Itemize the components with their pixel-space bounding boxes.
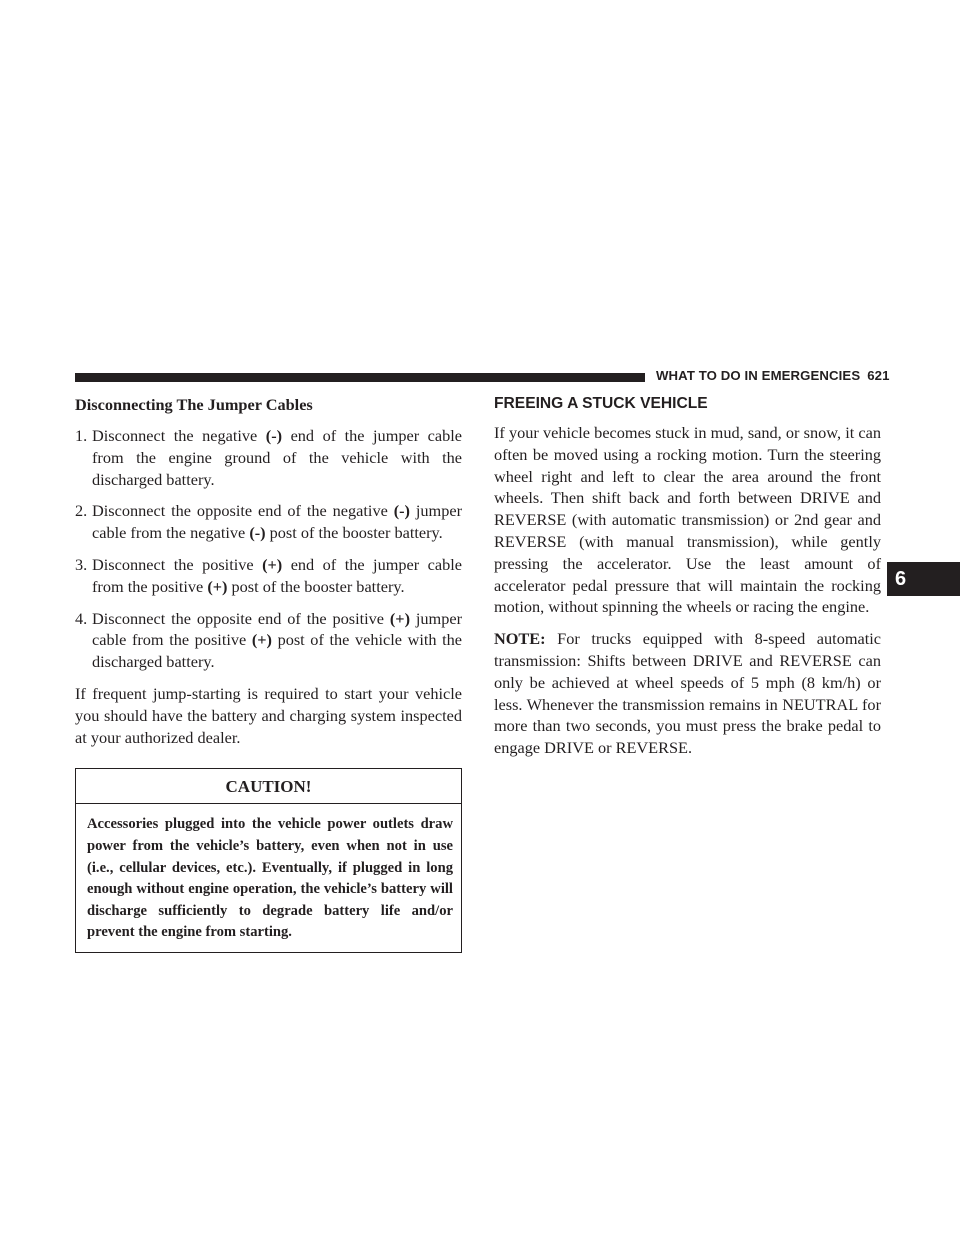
step-text xyxy=(92,425,462,490)
steps-list xyxy=(75,425,462,673)
polarity-symbol: (-) xyxy=(265,426,283,445)
running-header xyxy=(656,368,890,383)
step-text-part: jumper cable from the negative xyxy=(92,501,463,543)
step-text xyxy=(92,608,462,673)
header-rule xyxy=(75,373,645,382)
polarity-symbol: (-) xyxy=(249,523,266,543)
note-text: For trucks equipped with 8-speed automatic transmission: Shifts between DRIVE and REVERSE can only be achieved at wheel speeds of 5 mph (8 km/h) or less. Whenever the transmission remains in NEUTRAL for more than two seconds, you must press the brake pedal to engage DRIVE or REVERSE. xyxy=(494,629,881,758)
step-item xyxy=(75,500,462,544)
subheading: Disconnecting The Jumper Cables xyxy=(75,395,313,414)
polarity-symbol: (+) xyxy=(251,630,272,650)
caution-title: CAUTION! xyxy=(76,769,461,804)
step-text-part: Disconnect the opposite end of the positive xyxy=(92,608,390,628)
step-text xyxy=(92,500,462,544)
header-section-title: WHAT TO DO IN EMERGENCIES xyxy=(656,368,861,383)
step-item xyxy=(75,608,462,673)
step-text-part: Disconnect the positive xyxy=(92,554,263,574)
note-paragraph xyxy=(494,628,881,759)
step-text-part: end of the jumper cable from the engine ground of the vehicle with the discharged battery. xyxy=(92,426,462,489)
chapter-tab: 6 xyxy=(887,562,960,596)
section-title: FREEING A STUCK VEHICLE xyxy=(494,395,708,412)
step-text xyxy=(92,554,462,598)
caution-text: Accessories plugged into the vehicle power outlets draw power from the vehicle’s battery, even when not in use (i.e., cellular devices, etc.). Eventually, if plugged in long enough without engine operation, the vehicle’s battery will discharge sufficiently to degrade battery life and/or prevent the engine from starting. xyxy=(87,816,453,941)
step-number: 3. xyxy=(75,554,88,574)
caution-box xyxy=(75,768,462,953)
step-number: 2. xyxy=(75,501,88,521)
step-text-part: Disconnect the negative xyxy=(92,426,266,445)
body-paragraph: If your vehicle becomes stuck in mud, sand, or snow, it can often be moved using a rocking motion. Turn the steering wheel right and left to clear the area around the front wheels. Then shift back and forth between DRIVE and REVERSE (with automatic transmission) or 2nd gear and REVERSE (with manual transmission), while gently pressing the accelerator. Use the least amount of accelerator pedal pressure that will maintain the rocking motion, without spinning the wheels or racing the engine. xyxy=(494,423,881,617)
step-number: 4. xyxy=(75,608,88,628)
step-number: 1. xyxy=(75,426,88,445)
step-item xyxy=(75,554,462,598)
page-number: 621 xyxy=(867,368,890,383)
body-paragraph: If frequent jump-starting is required to start your vehicle you should have the battery and charging system inspected at your authorized dealer. xyxy=(75,683,462,747)
polarity-symbol: (-) xyxy=(393,501,410,521)
left-column xyxy=(75,395,462,953)
step-text-part: Disconnect the opposite end of the negative xyxy=(92,501,394,521)
polarity-symbol: (+) xyxy=(207,576,228,596)
step-text-part: end of the jumper cable from the positive xyxy=(92,554,462,596)
step-text-part: jumper cable from the positive xyxy=(92,608,462,650)
polarity-symbol: (+) xyxy=(262,554,283,574)
step-text-part: post of the booster battery. xyxy=(227,576,405,596)
step-text-part: post of the vehicle with the discharged battery. xyxy=(92,630,463,672)
step-item xyxy=(75,425,462,490)
note-label: NOTE: xyxy=(494,629,546,649)
right-column xyxy=(494,395,881,759)
polarity-symbol: (+) xyxy=(389,608,411,628)
step-text-part: post of the booster battery. xyxy=(265,523,443,543)
